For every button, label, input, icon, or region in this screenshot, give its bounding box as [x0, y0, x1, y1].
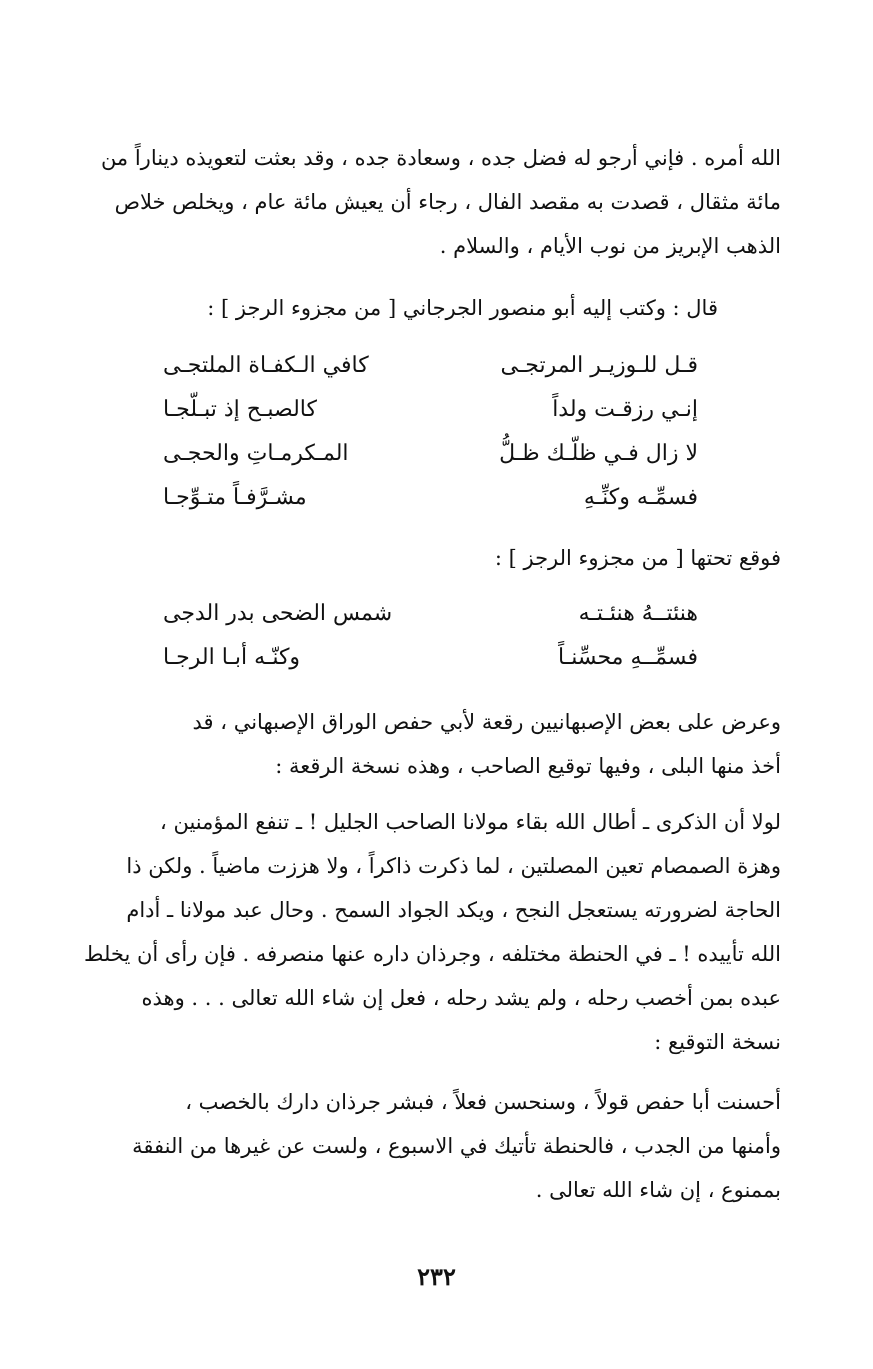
verse-first-hemistich: قـل للـوزيـر المرتجـى [500, 353, 698, 378]
story-paragraph [81, 700, 781, 788]
poem1-heading: قال : وكتب إليه أبو منصور الجرجاني [ من مجزوء الرجز ] : [207, 296, 718, 320]
verse-first-hemistich: فسمِّــهِ محسِّنـاً [558, 645, 698, 670]
letter-line-1: لولا أن الذكرى ـ أطال الله بقاء مولانا الصاحب الجليل ! ـ تنفع المؤمنين ، [160, 810, 781, 834]
poem2-heading: فوقع تحتها [ من مجزوء الرجز ] : [494, 546, 781, 570]
poem2-verse-1 [163, 592, 698, 636]
verse-first-hemistich: إنـي رزقـت ولداً [552, 397, 698, 422]
verse-second-hemistich: كافي الـكفـاة الملتجـى [163, 353, 369, 378]
verse-first-hemistich: هنئتــهُ هنئـتـه [578, 601, 698, 626]
intro-paragraph [81, 136, 781, 268]
poem2 [163, 592, 698, 680]
letter-line-6: نسخة التوقيع : [654, 1030, 781, 1054]
verse-second-hemistich: مشـرَّفـاً متـوِّجـا [163, 485, 307, 510]
poem1-verse-1 [163, 344, 698, 388]
intro-line-2: مائة مثقال ، قصدت به مقصد الفال ، رجاء أن يعيش مائة عام ، ويخلص خلاص [114, 190, 781, 214]
verse-second-hemistich: كالصبـح إذ تبـلّجـا [163, 397, 317, 422]
verse-second-hemistich: المـكرمـاتِ والحجـى [163, 441, 349, 466]
reply-line-2: وأمنها من الجدب ، فالحنطة تأتيك في الاسبوع ، ولست عن غيرها من النفقة [132, 1134, 781, 1158]
letter-paragraph [81, 800, 781, 1064]
reply-paragraph [81, 1080, 781, 1212]
poem1-verse-3 [163, 432, 698, 476]
intro-line-3: الذهب الإبريز من نوب الأيام ، والسلام . [439, 234, 781, 258]
poem2-verse-2 [163, 636, 698, 680]
letter-line-4: الله تأييده ! ـ في الحنطة مختلفه ، وجرذان داره عنها منصرفه . فإن رأى أن يخلط [84, 942, 781, 966]
story-line-2: أخذ منها البلى ، وفيها توقيع الصاحب ، وهذه نسخة الرقعة : [275, 754, 781, 778]
letter-line-5: عبده بمن أخصب رحله ، ولم يشد رحله ، فعل إن شاء الله تعالى . . . وهذه [141, 986, 781, 1010]
poem1 [163, 344, 698, 520]
letter-line-2: وهزة الصمصام تعين المصلتين ، لما ذكرت ذاكراً ، ولا هززت ماضياً . ولكن ذا [126, 854, 781, 878]
story-line-1: وعرض على بعض الإصبهانيين رقعة لأبي حفص الوراق الإصبهاني ، قد [192, 710, 781, 734]
poem1-verse-2 [163, 388, 698, 432]
verse-first-hemistich: فسمِّـه وكنِّـهِ [583, 485, 698, 510]
verse-first-hemistich: لا زال فـي ظلّـك ظـلُّ [499, 441, 698, 466]
verse-second-hemistich: وكنّـه أبـا الرجـا [163, 645, 301, 670]
reply-line-1: أحسنت أبا حفص قولاً ، وسنحسن فعلاً ، فبشر جرذان دارك بالخصب ، [185, 1090, 781, 1114]
poem1-verse-4 [163, 476, 698, 520]
letter-line-3: الحاجة لضرورته يستعجل النجح ، ويكد الجواد السمح . وحال عبد مولانا ـ أدام [126, 898, 781, 922]
page-number: ٢٣٢ [417, 1262, 456, 1291]
intro-line-1: الله أمره . فإني أرجو له فضل جده ، وسعادة جده ، وقد بعثت لتعويذه ديناراً من [100, 146, 781, 170]
reply-line-3: بممنوع ، إن شاء الله تعالى . [535, 1178, 781, 1202]
verse-second-hemistich: شمس الضحى بدر الدجى [163, 601, 393, 626]
